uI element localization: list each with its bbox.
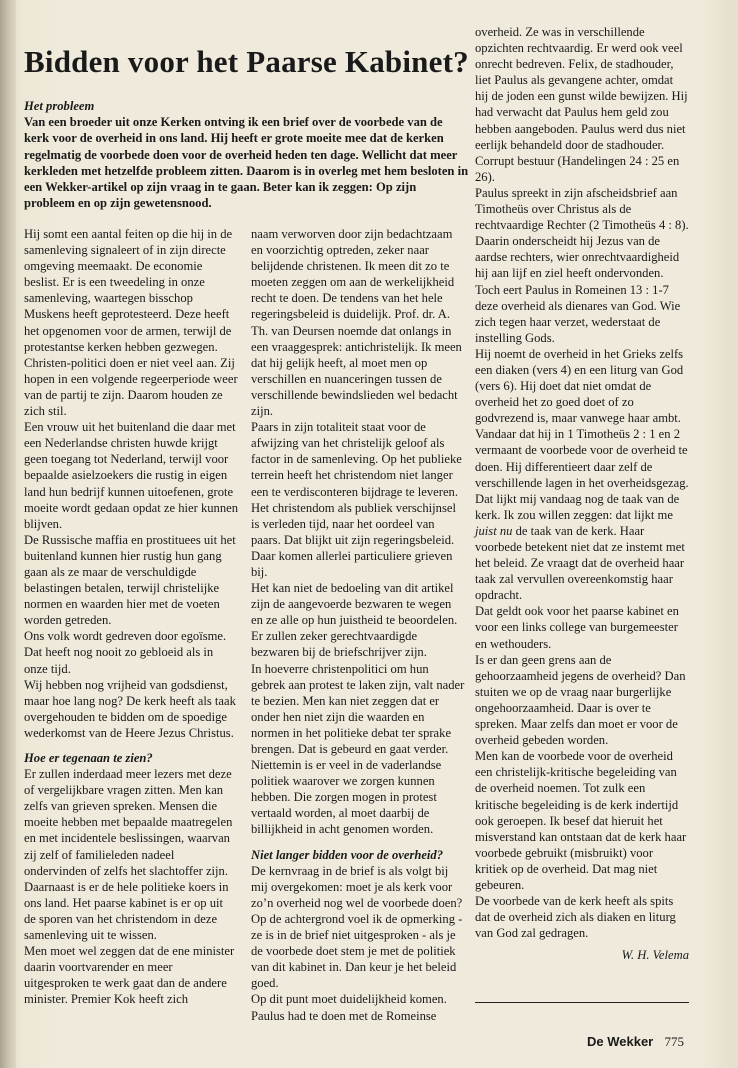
- magazine-name: De Wekker: [587, 1034, 654, 1049]
- page-footer: [587, 1034, 684, 1050]
- page-number: 775: [664, 1034, 684, 1049]
- text-column-2: [251, 226, 465, 1024]
- intro-heading: Het probleem: [24, 99, 95, 113]
- paragraph: De voorbede van de kerk heeft als spits dat de overheid zich als diaken en liturg van God zal gedragen.: [475, 894, 676, 941]
- text-run: Dat lijkt mij vandaag nog de taak van de kerk. Ik zou willen zeggen: dat lijkt me: [475, 491, 680, 522]
- text-run: de taak van de kerk. Haar voorbede betekent niet dat ze instemt met het beleid. Ze vraagt dat de overheid haar taak zal vervullen overeenkomstig haar opdracht.: [475, 523, 685, 603]
- paragraph: overheid. Ze was in verschillende opzichten rechtvaardig. Er werd ook veel onrecht bedreven. Felix, de stadhouder, liet Paulus als gevangene achter, omdat hij de joden een gunst wilde bewijzen. Hij had verwacht dat Paulus hem geld zou hebben aangeboden. Paulus werd dus niet eerlijk behandeld door de stadhouder. Corrupt bestuur (Handelingen 24 : 25 en 26).: [475, 25, 688, 184]
- paragraph: Men moet wel zeggen dat de ene minister daarin voortvarender en meer uitgesproken te werk gaat dan de andere minister. Premier Kok heeft zich: [24, 944, 235, 1007]
- paragraph: De Russische maffia en prostituees uit het buitenland kunnen hier rustig hun gang gaan als ze maar de verschuldigde belastingen betalen, terwijl christelijke normen en waarden hier met de voeten worden getreden.: [24, 532, 236, 628]
- paragraph: In hoeverre christenpolitici om hun gebrek aan protest te laken zijn, valt nader te bezien. Men kan niet zeggen dat er onder hen niet zijn die waarden en normen in het politieke debat ter sprake brengen. Dat is gebeurd en gaat verder. Niettemin is er veel in de vaderlandse politiek waarover we zorgen kunnen hebben. Die zorgen mogen in protest vertaald worden, al moet daarbij de billijkheid in acht genomen worden.: [251, 661, 465, 837]
- author-signature: W. H. Velema: [621, 948, 689, 963]
- paragraph: Hij noemt de overheid in het Grieks zelfs een diaken (vers 4) en een liturg van God (vers 6). Hij doet dat niet omdat de overheid het zo goed doet of zo godvrezend is, maar vanwege haar ambt.: [475, 346, 684, 426]
- paragraph: Het kan niet de bedoeling van dit artikel zijn de aangevoerde bezwaren te wegen en ze alle op hun juistheid te beoordelen. Er zullen zeker gerechtvaardigde bezwaren bij de briefschrijver zijn.: [251, 581, 458, 660]
- paragraph: Daar komen allerlei particuliere grieven bij.: [251, 548, 453, 579]
- paragraph: Ons volk wordt gedreven door egoïsme. Dat heeft nog nooit zo gebloeid als in onze tijd.: [24, 629, 227, 676]
- paragraph: [475, 491, 689, 604]
- paragraph: Paars in zijn totaliteit staat voor de afwijzing van het christelijk geloof als factor in de samenleving. Op het publieke terrein heeft het christendom niet langer een te verdisconteren bijdrage te leveren. Het christendom als publiek verschijnsel is verleden tijd, naar het oordeel van paars. Dat blijkt uit zijn regeringsbeleid.: [251, 420, 462, 547]
- article-title: Bidden voor het Paarse Kabinet?: [24, 44, 469, 79]
- paragraph: Een vrouw uit het buitenland die daar met een Nederlandse christen huwde krijgt geen toegang tot Nederland, terwijl voor bepaalde asielzoekers die rustig in eigen land hun bedrijf kunnen uitoefenen, grote moeite wordt gedaan opdat ze hier kunnen blijven.: [24, 420, 239, 531]
- paragraph: naam verworven door zijn bedachtzaam en voorzichtig optreden, zeker naar belijdende christenen. Ik meen dit zo te moeten zeggen om aan de werkelijkheid recht te doen. De tendens van het hele regeringsbeleid is duidelijk. Prof. dr. A. Th. van Deursen noemde dat onlangs in een vraaggesprek: antichristelijk. Ik meen dat hij gelijk heeft, al moet men op verschillen en nuanceringen tussen de verschillende bewindslieden wel bedacht zijn.: [251, 227, 462, 419]
- paragraph: Is er dan geen grens aan de gehoorzaamheid jegens de overheid? Dan stuiten we op de vraag naar burgerlijke ongehoorzaamheid. Daar is over te spreken. Maar zelfs dan moet er voor de overheid gebeden worden.: [475, 652, 686, 748]
- article-intro: [24, 98, 470, 211]
- paragraph: Vandaar dat hij in 1 Timotheüs 2 : 1 en 2 vermaant de voorbede voor de overheid te doen. Hij differentieert daar zelf de verschillende lagen in het overheidsgezag.: [475, 427, 689, 490]
- paragraph: Paulus spreekt in zijn afscheidsbrief aan Timotheüs over Christus als de rechtvaardige Rechter (2 Timotheüs 4 : 8). Daarin onderscheidt hij Jezus van de aardse rechters, wier onrechtvaardigheid hij aan lijf en ziel heeft ondervonden.: [475, 185, 689, 281]
- paragraph: Op dit punt moet duidelijkheid komen. Paulus had te doen met de Romeinse: [251, 992, 447, 1023]
- text-column-3: [475, 24, 689, 963]
- paragraph: Dat geldt ook voor het paarse kabinet en voor een links college van burgemeester en wethouders.: [475, 604, 679, 651]
- emphasis-text: juist nu: [475, 523, 513, 538]
- paragraph: Men kan de voorbede voor de overheid een christelijk-kritische begeleiding van de overheid noemen. Tot zulk een kritische begeleiding is de kerk indertijd ook geroepen. Ik besef dat hieruit het misverstand kan ontstaan dat de kerk haar voorbede gebruikt (misbruikt) voor kritiek op de overheid. Dat mag niet gebeuren.: [475, 749, 687, 892]
- paragraph: Toch eert Paulus in Romeinen 13 : 1-7 deze overheid als dienares van God. Wie zich tegen haar verzet, wederstaat de instelling Gods.: [475, 282, 681, 345]
- closing-rule: [475, 1002, 689, 1003]
- page-binding-shadow: [0, 0, 16, 1068]
- section-heading: Hoe er tegenaan te zien?: [24, 751, 153, 765]
- paragraph: Hij somt een aantal feiten op die hij in de samenleving signaleert of in zijn directe omgeving meemaakt. De economie beslist. Er is een tweedeling in onze samenleving, waartegen bisschop Muskens heeft geprotesteerd. Deze heeft het opgenomen voor de armen, terwijl de protestantse kerken hebben gezwegen.: [24, 227, 233, 354]
- paragraph: Christen-politici doen er niet veel aan. Zij hopen in een volgende regeerperiode weer van de partij te zijn. Daarom houden ze zich stil.: [24, 355, 238, 419]
- section-heading: Niet langer bidden voor de overheid?: [251, 847, 444, 862]
- paragraph: Wij hebben nog vrijheid van godsdienst, maar hoe lang nog? De kerk heeft als taak overgehouden te bidden om de spoedige wederkomst van de Heere Jezus Christus.: [24, 677, 236, 740]
- intro-text: Van een broeder uit onze Kerken ontving ik een brief over de voorbede van de kerk voor de overheid in ons land. Hij heeft er grote moeite mee dat de kerken regelmatig de voorbede doen voor de overheid heden ten dage. Wellicht dat meer kerkleden met hetzelfde probleem zitten. Daarom is in overleg met hem besloten in een Wekker-artikel op zijn vraag in te gaan. Beter kan ik zeggen: Op zijn probleem en op zijn gewetensnood.: [24, 115, 469, 211]
- text-column-1: [24, 226, 238, 1008]
- paragraph: De kernvraag in de brief is als volgt bij mij overgekomen: moet je als kerk voor zo’n overheid nog wel de voorbede doen? Op de achtergrond voel ik de opmerking - ze is in de brief niet uitgesproken - als je de voorbede doet stem je met de politiek van dit kabinet in. Dan keur je het beleid goed.: [251, 863, 463, 991]
- paragraph: Er zullen inderdaad meer lezers met deze of vergelijkbare vragen zitten. Men kan zelfs van grieven spreken. Mensen die moeite hebben met bepaalde maatregelen en met incidentele beslissingen, waarvan zij zelf of familieleden nadeel ondervinden of zelfs het slachtoffer zijn.: [24, 767, 233, 878]
- paragraph: Daarnaast is er de hele politieke koers in ons land. Het paarse kabinet is er op uit de sporen van het christendom in deze samenleving uit te wissen.: [24, 879, 229, 943]
